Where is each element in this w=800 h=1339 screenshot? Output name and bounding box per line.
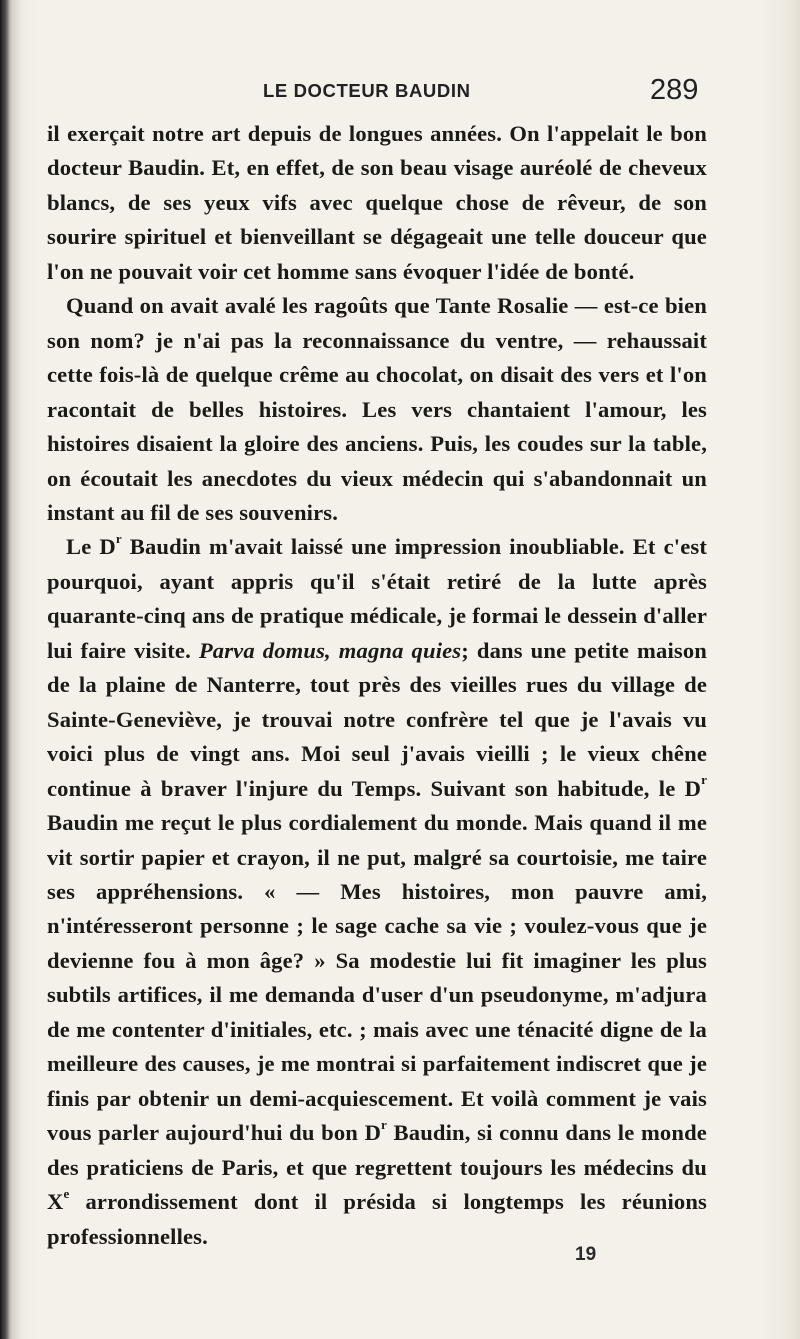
- latin-quote: Parva domus, magna quies: [198, 637, 462, 663]
- page-number: 289: [650, 74, 699, 106]
- paragraph-1: il exerçait notre art depuis de longues années. On l'appelait le bon docteur Baudin. Et, en effet, de son beau visage auréolé de cheveux blancs, de ses yeux vifs avec quelque chose de rêveur, de son sourire spirituel et bienveillant se dégageait une telle douceur que l'on ne pouvait voir cet homme sans évoquer l'idée de bonté.: [47, 121, 707, 284]
- superscript-r-3: r: [381, 1116, 387, 1132]
- paragraph-3-text-d: Baudin me reçut le plus cordialement du monde. Mais quand il me vit sortir papier et crayon, il ne put, malgré sa courtoisie, me taire ses appréhensions. « — Mes histoires, mon pauvre ami, n'intéresseront personne ; le sage cache sa vie ; voulez-vous que je devienne fou à mon âge? » Sa modestie lui fit imaginer les plus subtils artifices, il me demanda d'user d'un pseudonyme, m'adjura de me contenter d'initiales, etc. ; mais avec une ténacité digne de la meilleure des causes, je me montrai si parfaitement indiscret que je finis par obtenir un demi-acquiescement. Et voilà comment je vais vous parler aujourd'hui du bon D: [47, 810, 707, 1146]
- paragraph-3: [47, 530, 707, 1254]
- book-spine-shadow: [0, 0, 12, 1339]
- paragraph-2: Quand on avait avalé les ragoûts que Tante Rosalie — est-ce bien son nom? je n'ai pas la reconnaissance du ventre, — rehaussait cette fois-là de quelque crême au chocolat, on disait des vers et l'on racontait de belles histoires. Les vers chantaient l'amour, les histoires disaient la gloire des anciens. Puis, les coudes sur la table, on écoutait les anecdotes du vieux médecin qui s'abandonnait un instant au fil de ses souvenirs.: [47, 293, 707, 525]
- signature-mark: 19: [575, 1244, 597, 1265]
- paragraph-3-text-a: Le D: [66, 534, 116, 560]
- running-header: [0, 74, 800, 108]
- paragraph-3-text-f: arrondissement dont il présida si longtemps les réunions professionnelles.: [47, 1189, 707, 1249]
- superscript-r-2: r: [701, 772, 707, 788]
- body-text: [47, 117, 707, 1254]
- paragraph-3-text-c: ; dans une petite maison de la plaine de Nanterre, tout près des vieilles rues du village de Sainte-Geneviève, je trouvai notre confrère tel que je l'avais vu voici plus de vingt ans. Moi seul j'avais vieilli ; le vieux chêne continue à braver l'injure du Temps. Suivant son habitude, le D: [47, 637, 707, 801]
- superscript-e: e: [63, 1185, 70, 1201]
- running-title: LE DOCTEUR BAUDIN: [263, 80, 471, 101]
- superscript-r-1: r: [115, 530, 122, 546]
- paragraph-3-text-e: Baudin, si connu dans le monde des praticiens de Paris, et que regrettent toujours les médecins du X: [47, 1120, 707, 1215]
- paragraph-3-text-b: Baudin m'avait laissé une impression inoubliable. Et c'est pourquoi, ayant appris qu'il s'était retiré de la lutte après quarante-cinq ans de pratique médicale, je formai le dessein d'aller lui faire visite.: [47, 534, 707, 663]
